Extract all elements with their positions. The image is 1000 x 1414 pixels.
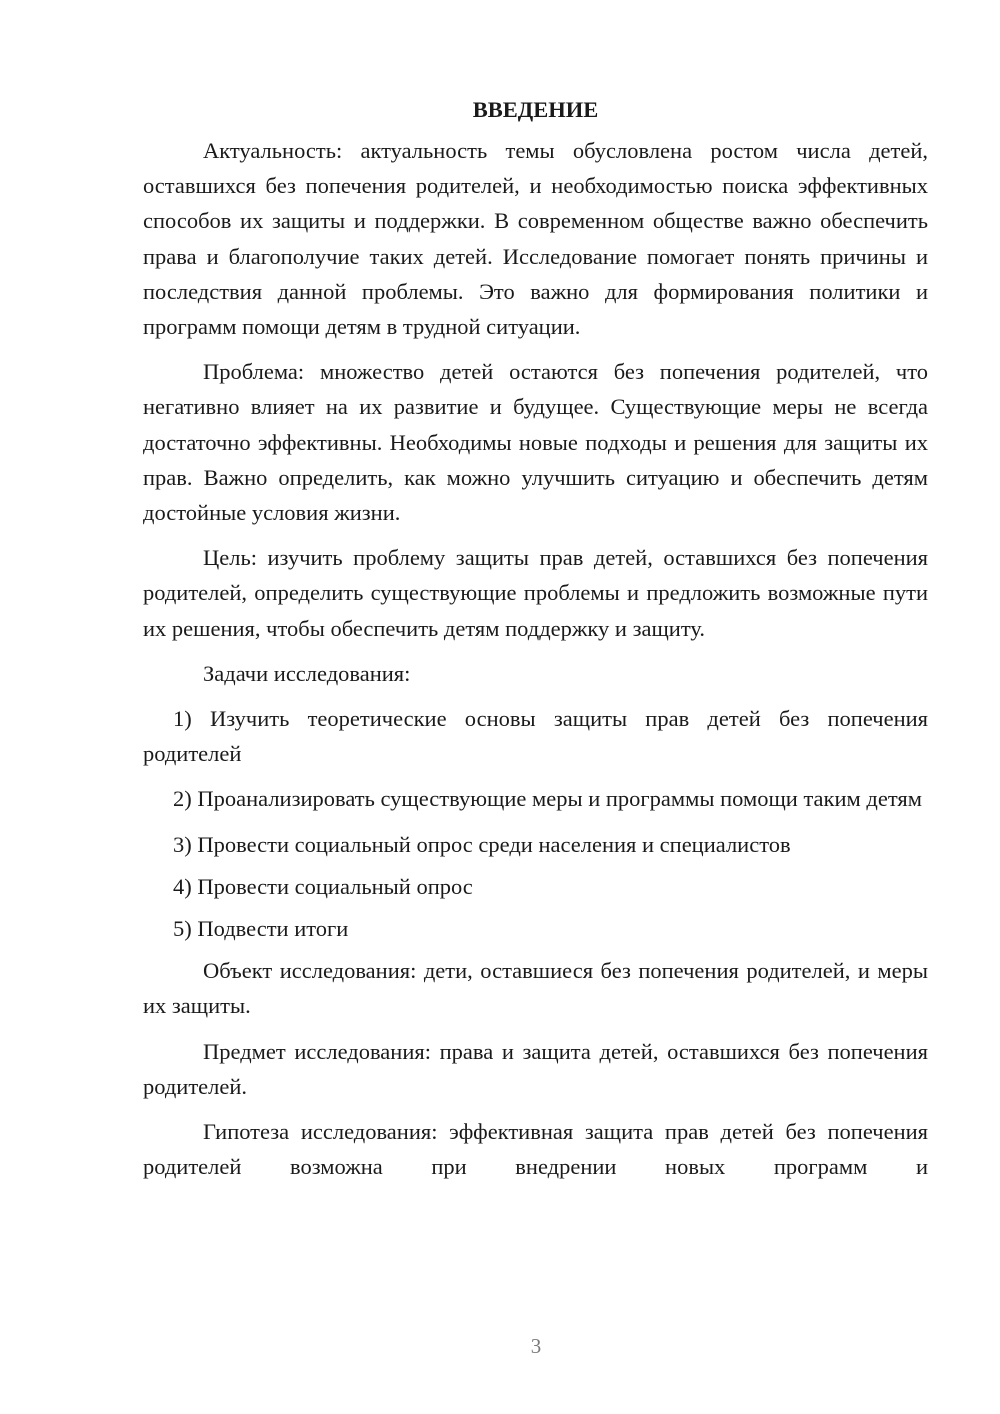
tasks-heading: Задачи исследования:	[203, 660, 411, 686]
problem-paragraph: Проблема: множество детей остаются без попечения родителей, что негативно влияет на их развитие и будущее. Существующие меры не всегда достаточно эффективны. Необходимы новые подходы и решения для защиты их прав. Важно определить, как можно улучшить ситуацию и обеспечить детям достойные условия жизни.	[143, 359, 928, 526]
task-item-1: 1) Изучить теоретические основы защиты прав детей без попечения родителей	[143, 706, 928, 767]
task-item-2: 2) Проанализировать существующие меры и программы помощи таким детям	[173, 786, 922, 812]
task-item-4: 4) Провести социальный опрос	[173, 873, 473, 899]
task-item-5: 5) Подвести итоги	[173, 916, 349, 942]
page-content	[143, 92, 928, 1194]
object-paragraph: Объект исследования: дети, оставшиеся без попечения родителей, и меры их защиты.	[143, 958, 928, 1019]
page-title: ВВЕДЕНИЕ	[472, 97, 599, 122]
goal-paragraph: Цель: изучить проблему защиты прав детей, оставшихся без попечения родителей, определить существующие проблемы и предложить возможные пути их решения, чтобы обеспечить детям поддержку и защиту.	[143, 545, 928, 641]
hypothesis-paragraph: Гипотеза исследования: эффективная защита прав детей без попечения родителей возможна при внедрении новых программ и	[143, 1119, 928, 1180]
subject-paragraph: Предмет исследования: права и защита детей, оставшихся без попечения родителей.	[143, 1038, 928, 1099]
relevance-paragraph: Актуальность: актуальность темы обусловлена ростом числа детей, оставшихся без попечения родителей, и необходимостью поиска эффективных способов их защиты и поддержки. В современном обществе важно обеспечить права и благополучие таких детей. Исследование помогает понять причины и последствия данной проблемы. Это важно для формирования политики и программ помощи детям в трудной ситуации.	[143, 138, 928, 340]
page-number: 3	[530, 1334, 542, 1358]
task-item-3: 3) Провести социальный опрос среди населения и специалистов	[173, 831, 791, 857]
